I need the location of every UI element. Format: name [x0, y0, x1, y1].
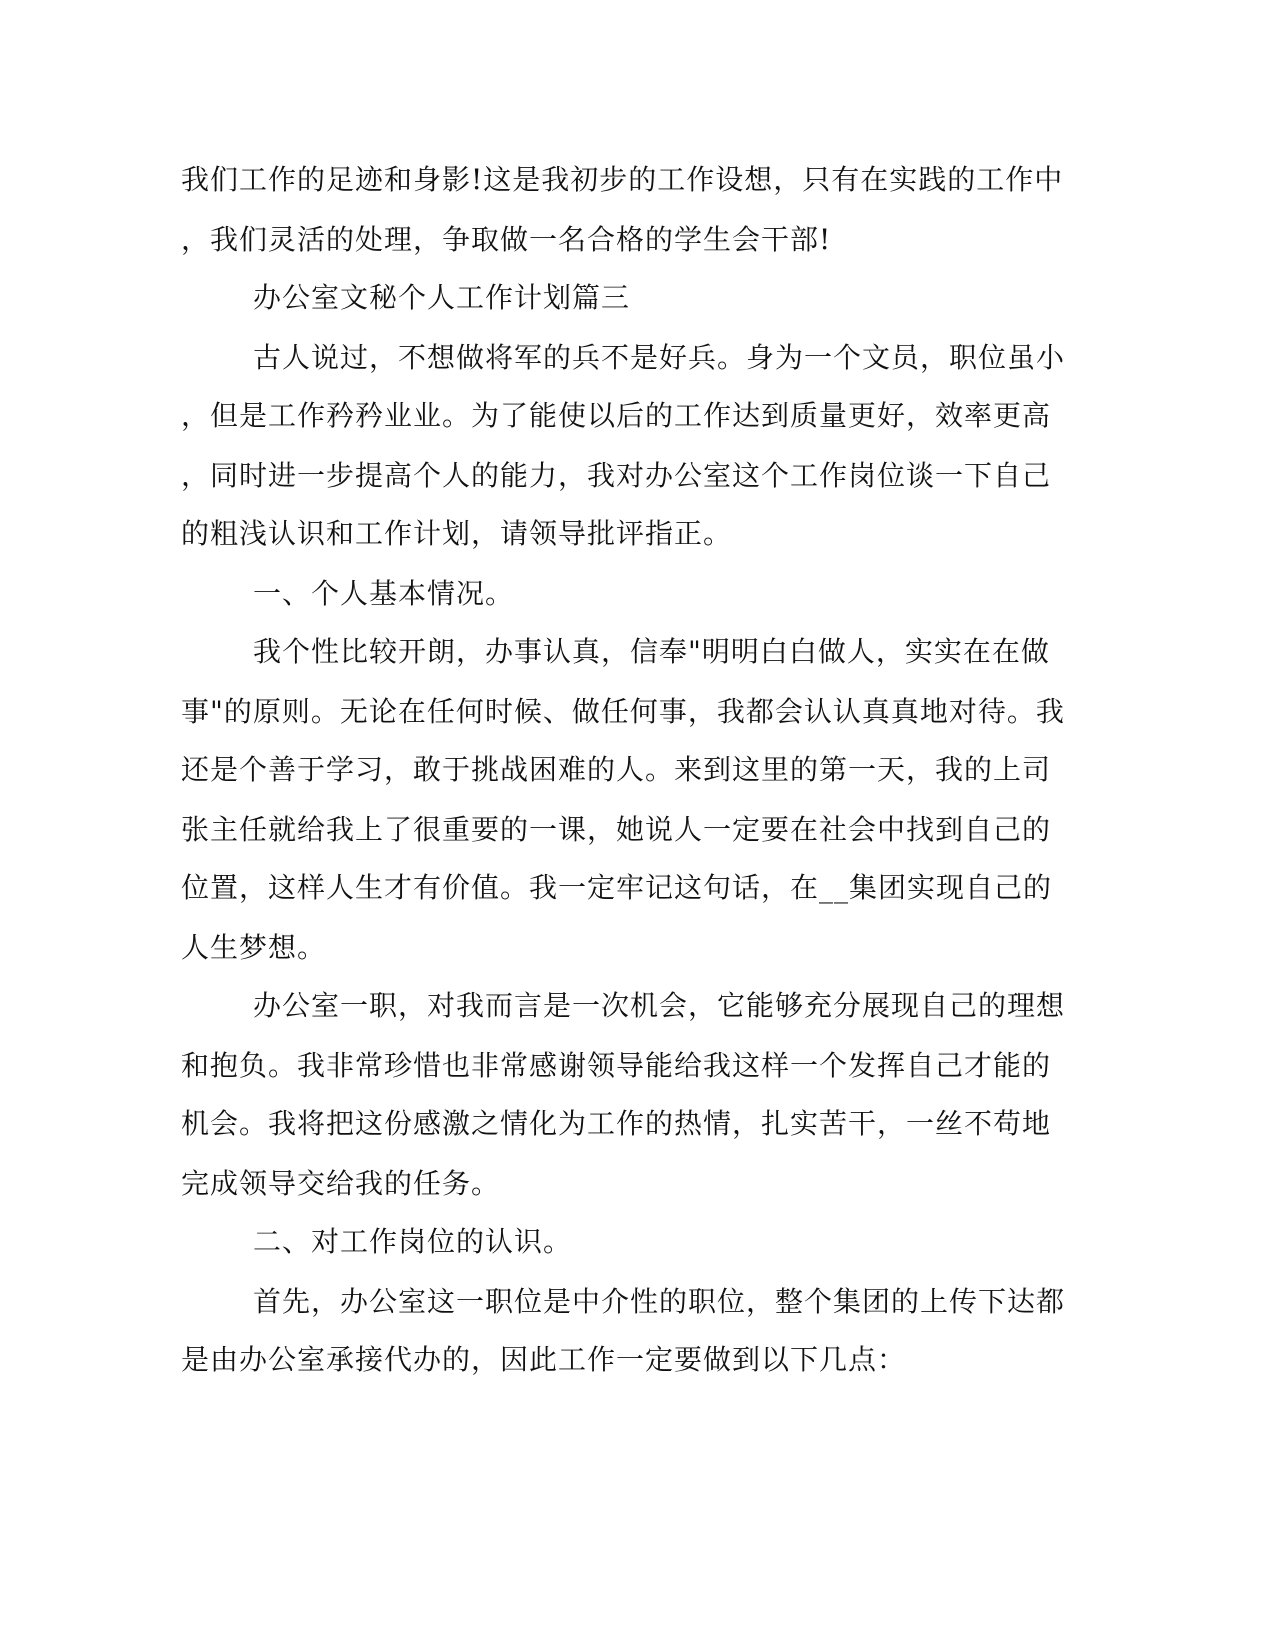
text-line: 还是个善于学习，敢于挑战困难的人。来到这里的第一天，我的上司: [181, 753, 1052, 786]
text-line: 是由办公室承接代办的，因此工作一定要做到以下几点：: [181, 1343, 907, 1376]
text-line: 机会。我将把这份感激之情化为工作的热情，扎实苦干，一丝不苟地: [181, 1107, 1052, 1140]
text-line: ，但是工作矜矜业业。为了能使以后的工作达到质量更好，效率更高: [181, 399, 1052, 432]
text-line: ，我们灵活的处理，争取做一名合格的学生会干部!: [181, 223, 832, 256]
text-line: 首先，办公室这一职位是中介性的职位，整个集团的上传下达都: [253, 1285, 1066, 1318]
text-line: 事"的原则。无论在任何时候、做任何事，我都会认认真真地对待。我: [181, 695, 1065, 728]
text-line: 的粗浅认识和工作计划，请领导批评指正。: [181, 517, 733, 550]
text-line: ，同时进一步提高个人的能力，我对办公室这个工作岗位谈一下自己: [181, 459, 1052, 492]
text-line: 张主任就给我上了很重要的一课，她说人一定要在社会中找到自己的: [181, 813, 1052, 846]
section-heading: 办公室文秘个人工作计划篇三: [253, 281, 631, 314]
subsection-heading: 一、个人基本情况。: [253, 577, 515, 610]
text-line: 办公室一职，对我而言是一次机会，它能够充分展现自己的理想: [253, 989, 1066, 1022]
text-line: 古人说过，不想做将军的兵不是好兵。身为一个文员，职位虽小: [253, 341, 1066, 374]
text-line: 人生梦想。: [181, 931, 327, 964]
text-line: 完成领导交给我的任务。: [181, 1167, 501, 1200]
text-line: 我们工作的足迹和身影!这是我初步的工作设想，只有在实践的工作中: [181, 163, 1064, 196]
text-line: 我个性比较开朗，办事认真，信奉"明明白白做人，实实在在做: [253, 635, 1050, 668]
subsection-heading: 二、对工作岗位的认识。: [253, 1225, 573, 1258]
text-line: 和抱负。我非常珍惜也非常感谢领导能给我这样一个发挥自己才能的: [181, 1049, 1052, 1082]
text-line: 位置，这样人生才有价值。我一定牢记这句话，在__集团实现自己的: [181, 871, 1053, 904]
